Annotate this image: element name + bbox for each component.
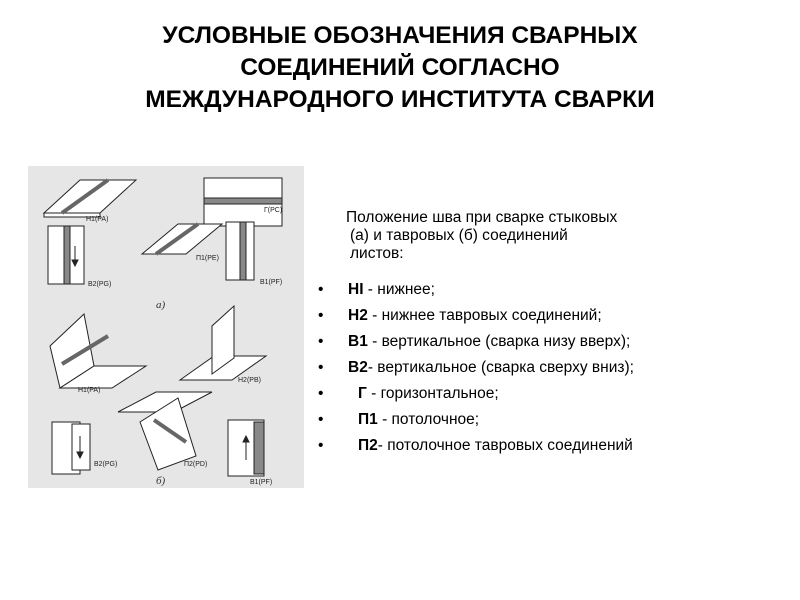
- weld-positions-figure: [28, 166, 304, 488]
- label-letter-a: а): [156, 299, 166, 311]
- item-code: B2: [348, 359, 368, 376]
- label-p1: П1(PE): [196, 255, 219, 262]
- item-code: H2: [348, 307, 368, 324]
- plate-v1-vertical-up-b: [228, 420, 264, 476]
- weld-position-list: [318, 281, 634, 463]
- label-h2: H2(PB): [238, 377, 261, 384]
- item-text: - нижнее;: [363, 281, 435, 298]
- plate-h2-tee: [180, 306, 266, 380]
- item-code: П1: [358, 411, 378, 428]
- item-code: П2: [358, 437, 378, 454]
- bullet-icon: •: [318, 411, 324, 428]
- item-code: B1: [348, 333, 368, 350]
- label-g: Г(PC): [264, 207, 283, 214]
- label-v2-b: B2(PG): [94, 461, 118, 468]
- bullet-icon: •: [318, 437, 324, 454]
- item-text: - потолочное;: [377, 411, 480, 428]
- list-item: [318, 333, 634, 359]
- label-v1-b: B1(PF): [250, 479, 273, 486]
- title-line-3: МЕЖДУНАРОДНОГО ИНСТИТУТА СВАРКИ: [145, 86, 655, 113]
- caption-line-1: Положение шва при сварке стыковых: [346, 209, 618, 226]
- item-text: - вертикальное (сварка сверху вниз);: [367, 359, 634, 376]
- plate-p1-overhead: [142, 224, 222, 254]
- list-item: [318, 307, 634, 333]
- caption: [346, 209, 786, 263]
- list-item: [318, 411, 634, 437]
- item-text: - вертикальное (сварка низу вверх);: [367, 333, 631, 350]
- title-line-2: СОЕДИНЕНИЙ СОГЛАСНО: [240, 54, 560, 81]
- bullet-icon: •: [318, 359, 324, 376]
- plate-v2-vertical-down-b: [52, 422, 90, 474]
- list-item: [318, 359, 634, 385]
- label-v1-a: B1(PF): [260, 279, 283, 286]
- bullet-icon: •: [318, 385, 324, 402]
- label-p2: П2(PD): [184, 461, 208, 468]
- plate-h1-tee: [50, 314, 146, 388]
- plate-p2-overhead-tee: [118, 392, 212, 470]
- plate-v2-vertical-down-a: [48, 226, 84, 284]
- bullet-icon: •: [318, 333, 324, 350]
- bullet-icon: •: [318, 281, 324, 298]
- list-item: [318, 437, 634, 463]
- plate-v1-vertical-up-a: [226, 222, 254, 280]
- plate-g-horizontal: [204, 178, 282, 226]
- item-text: - горизонтальное;: [366, 385, 499, 402]
- item-code: HI: [348, 281, 364, 298]
- item-code: Г: [358, 385, 367, 402]
- label-h1-tee: H1(PA): [78, 387, 101, 394]
- item-text: - потолочное тавровых соединений: [377, 437, 633, 454]
- plate-h1-butt: [44, 180, 136, 217]
- label-letter-b: б): [156, 475, 166, 487]
- caption-line-3: листов:: [350, 245, 404, 262]
- title-line-1: УСЛОВНЫЕ ОБОЗНАЧЕНИЯ СВАРНЫХ: [162, 22, 638, 49]
- weld-positions-drawing: [28, 166, 304, 488]
- list-item: [318, 281, 634, 307]
- slide-title: [40, 20, 760, 116]
- caption-line-2: (а) и тавровых (б) соединений: [350, 227, 568, 244]
- label-h1-butt: H1(PA): [86, 216, 109, 223]
- item-text: - нижнее тавровых соединений;: [367, 307, 602, 324]
- label-v2-a: B2(PG): [88, 281, 112, 288]
- list-item: [318, 385, 634, 411]
- bullet-icon: •: [318, 307, 324, 324]
